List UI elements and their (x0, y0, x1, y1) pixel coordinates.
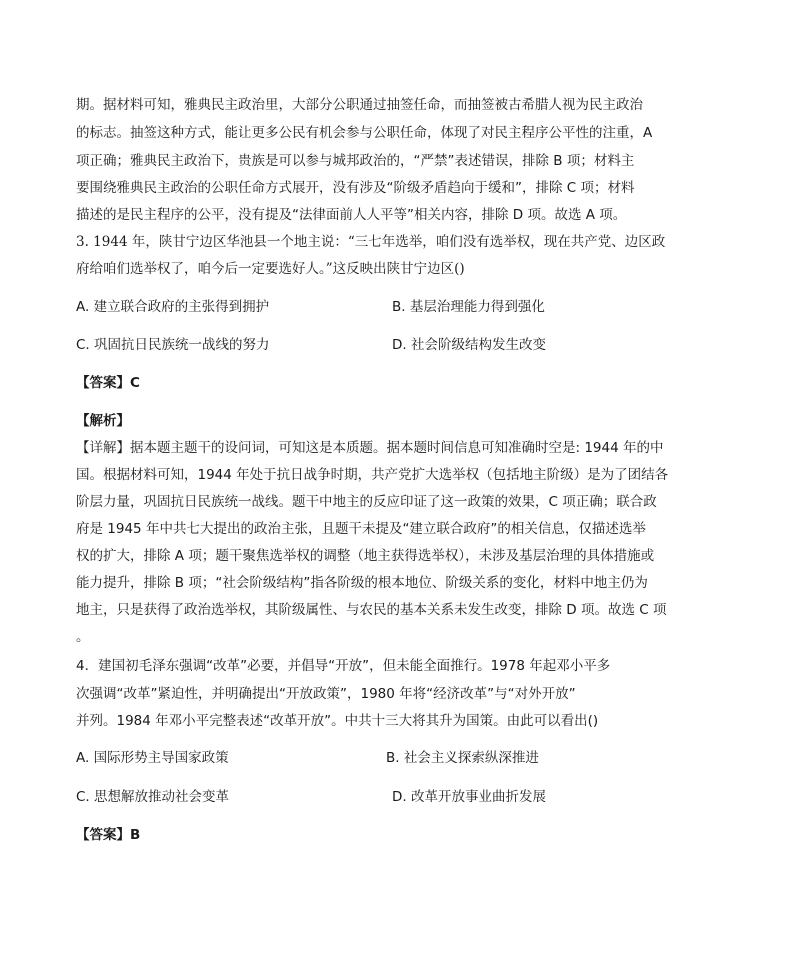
answer-label: 【答案】 (76, 375, 130, 391)
analysis-line: 的标志。抽签这种方式，能让更多公民有机会参与公职任命，体现了对民主程序公平性的注重，A (76, 125, 653, 141)
analysis-line: 权的扩大，排除 A 项；题干聚焦选举权的调整（地主获得选举权），未涉及基层治理的具体措施或 (76, 548, 655, 564)
question-4-answer (76, 825, 140, 845)
question-3-stem: 3. 1944 年，陕甘宁边区华池县一个地主说：“三七年选举，咱们没有选举权，现在共产党、边区政 (76, 234, 666, 250)
analysis-line: 期。据材料可知，雅典民主政治里，大部分公职通过抽签任命，而抽签被古希腊人视为民主政治 (76, 97, 643, 113)
question-4-option-a: A. 国际形势主导国家政策 (76, 750, 229, 766)
analysis-line: 描述的是民主程序的公平，没有提及“法律面前人人平等”相关内容，排除 D 项。故选 A 项。 (76, 207, 627, 223)
question-4-stem: 次强调“改革”紧迫性，并明确提出“开放政策”，1980 年将“经济改革”与“对外开放” (76, 686, 576, 702)
analysis-line: 国。根据材料可知，1944 年处于抗日战争时期，共产党扩大选举权（包括地主阶级）是为了团结各 (76, 467, 669, 483)
analysis-line: 要围绕雅典民主政治的公职任命方式展开，没有涉及“阶级矛盾趋向于缓和”，排除 C 项；材料 (76, 180, 635, 196)
answer-value: B (130, 827, 141, 843)
analysis-line: 府是 1945 年中共七大提出的政治主张，且题干未提及“建立联合政府”的相关信息，仅描述选举 (76, 521, 646, 537)
question-3-option-d: D. 社会阶级结构发生改变 (392, 337, 546, 353)
question-3-analysis-label: 【解析】 (76, 413, 130, 429)
question-4-stem: 并列。1984 年邓小平完整表述“改革开放”。中共十三大将其升为国策。由此可以看出() (76, 713, 599, 729)
question-3-stem: 府给咱们选举权了，咱今后一定要选好人。”这反映出陕甘宁边区() (76, 261, 465, 277)
question-4-option-c: C. 思想解放推动社会变革 (76, 789, 230, 805)
question-3-answer (76, 373, 140, 393)
analysis-line: 。 (76, 629, 90, 645)
analysis-line: 项正确；雅典民主政治下，贵族是可以参与城邦政治的，“严禁”表述错误，排除 B 项；材料主 (76, 153, 635, 169)
question-3-option-b: B. 基层治理能力得到强化 (392, 299, 545, 315)
question-4-option-d: D. 改革开放事业曲折发展 (392, 789, 546, 805)
question-3-option-c: C. 巩固抗日民族统一战线的努力 (76, 337, 270, 353)
analysis-line: 【详解】据本题主题干的设问词，可知这是本质题。据本题时间信息可知准确时空是: 1944 年的中 (76, 440, 664, 456)
analysis-line: 能力提升，排除 B 项；“社会阶级结构”指各阶级的根本地位、阶级关系的变化，材料中地主仍为 (76, 575, 648, 591)
analysis-line: 地主，只是获得了政治选举权，其阶级属性、与农民的基本关系未发生改变，排除 D 项。故选 C 项 (76, 602, 667, 618)
question-4-option-b: B. 社会主义探索纵深推进 (386, 750, 539, 766)
question-4-stem: 4．建国初毛泽东强调“改革”必要，并倡导“开放”，但未能全面推行。1978 年起邓小平多 (76, 658, 611, 674)
question-3-option-a: A. 建立联合政府的主张得到拥护 (76, 299, 270, 315)
answer-label: 【答案】 (76, 827, 130, 843)
analysis-line: 阶层力量，巩固抗日民族统一战线。题干中地主的反应印证了这一政策的效果，C 项正确；联合政 (76, 494, 657, 510)
answer-value: C (130, 375, 140, 391)
